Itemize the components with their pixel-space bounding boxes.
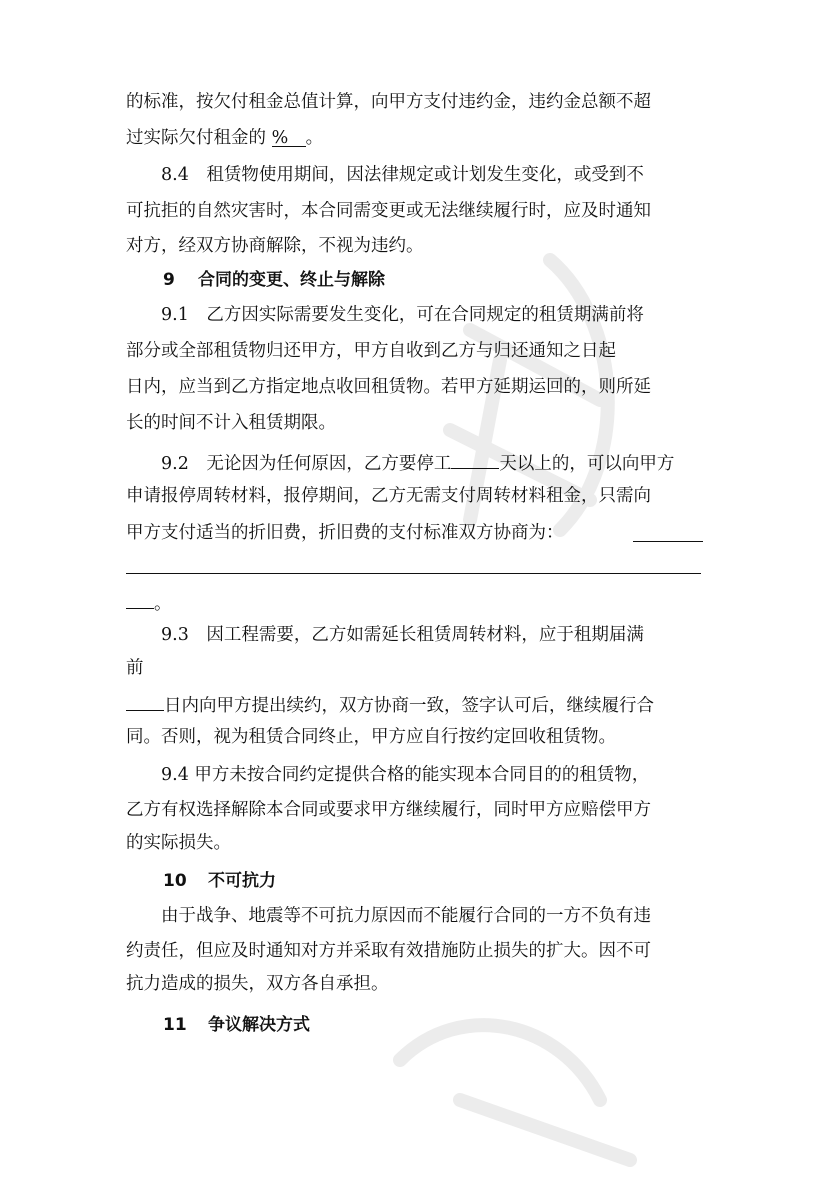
section-10-title: 不可抗力 xyxy=(208,871,276,891)
blank-standard-line[interactable] xyxy=(126,573,701,574)
section-10-body: 由于战争、地震等不可抗力原因而不能履行合同的一方不负有违 xyxy=(161,906,651,926)
section-9-number: 9 xyxy=(163,270,175,290)
clause-9-1: 9.1 乙方因实际需要发生变化，可在合同规定的租赁期满前将 xyxy=(161,305,644,325)
clause-9-3: 9.3 因工程需要，乙方如需延长租赁周转材料，应于租期届满 xyxy=(161,625,644,645)
blank-days[interactable] xyxy=(451,448,499,469)
text-line: 同。否则，视为租赁合同终止，甲方应自行按约定回收租赁物。 xyxy=(126,727,616,747)
text-line: 抗力造成的损失，双方各自承担。 xyxy=(126,974,389,994)
clause-9-4: 9.4 甲方未按合同约定提供合格的能实现本合同目的的租赁物， xyxy=(161,765,650,785)
text-line: 可抗拒的自然灾害时，本合同需变更或无法继续履行时，应及时通知 xyxy=(126,201,651,221)
section-11-number: 11 xyxy=(163,1015,187,1035)
section-11-title: 争议解决方式 xyxy=(208,1015,310,1035)
blank-standard-start[interactable] xyxy=(633,541,703,542)
text-line: 。 xyxy=(126,588,172,616)
text-line: 日内向甲方提出续约，双方协商一致，签字认可后，继续履行合 xyxy=(126,690,654,718)
blank-standard-end[interactable] xyxy=(126,588,154,609)
text-line: 前 xyxy=(126,658,144,678)
blank-percent[interactable]: % xyxy=(272,126,306,147)
text-line: 乙方有权选择解除本合同或要求甲方继续履行，同时甲方应赔偿甲方 xyxy=(126,800,651,820)
text-line: 约责任，但应及时通知对方并采取有效措施防止损失的扩大。因不可 xyxy=(126,941,651,961)
text-line: 对方，经双方协商解除，不视为违约。 xyxy=(126,236,424,256)
text-line: 过实际欠付租金的 % 。 xyxy=(126,128,324,148)
section-10-number: 10 xyxy=(163,871,187,891)
clause-8-4: 8.4 租赁物使用期间，因法律规定或计划发生变化，或受到不 xyxy=(161,165,644,185)
text-line: 长的时间不计入租赁期限。 xyxy=(126,413,336,433)
text-line: 申请报停周转材料，报停期间，乙方无需支付周转材料租金，只需向 xyxy=(126,486,651,506)
text-line: 日内，应当到乙方指定地点收回租赁物。若甲方延期运回的，则所延 xyxy=(126,377,651,397)
text-line: 部分或全部租赁物归还甲方，甲方自收到乙方与归还通知之日起 xyxy=(126,341,616,361)
text-line: 的标准，按欠付租金总值计算，向甲方支付违约金，违约金总额不超 xyxy=(126,92,651,112)
section-9-title: 合同的变更、终止与解除 xyxy=(198,270,385,290)
clause-9-2: 9.2 无论因为任何原因，乙方要停工 天以上的，可以向甲方 xyxy=(161,448,674,476)
text-line: 的实际损失。 xyxy=(126,833,231,853)
blank-renewal-days[interactable] xyxy=(126,690,164,711)
text-line: 甲方支付适当的折旧费，折旧费的支付标准双方协商为： xyxy=(126,523,564,543)
